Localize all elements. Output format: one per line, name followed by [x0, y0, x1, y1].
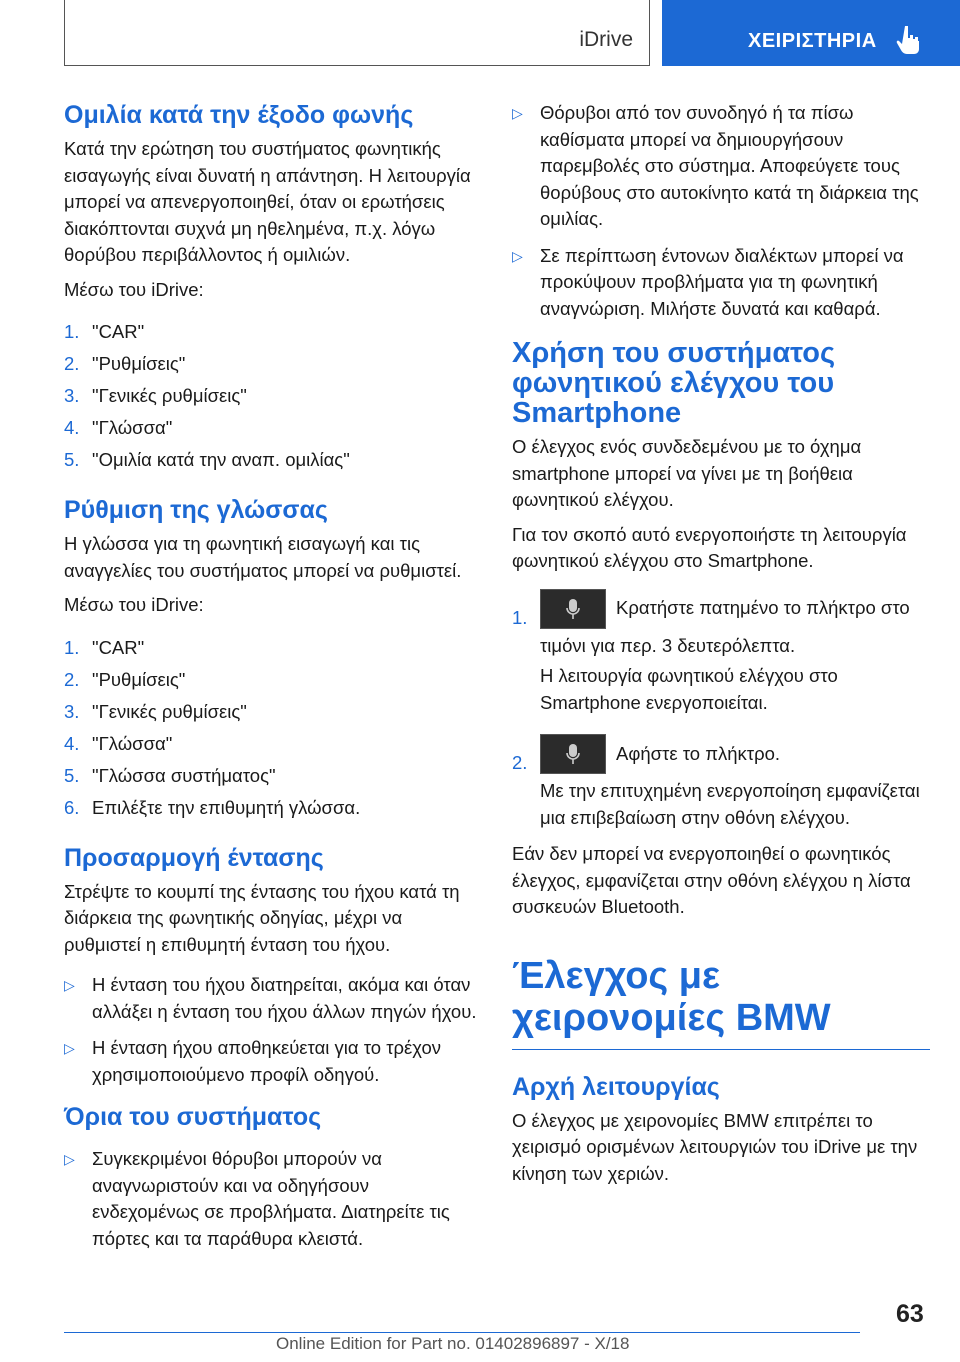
step-number: 1. — [64, 636, 80, 658]
section-heading: Προσαρμογή έντασης — [64, 843, 324, 872]
bullet-text: Θόρυβοι από τον συνοδηγό ή τα πίσω καθίσματα μπορεί να δημιουργήσουν παρεμβολές στο σύστημα. Αποφεύγετε τους θορύβους στο αυτοκίνητο κατά τη διάρκεια της ομιλίας. — [540, 102, 919, 229]
step-number: 6. — [64, 796, 80, 818]
header-section-title: iDrive — [579, 28, 633, 51]
bullet-text: Η ένταση ήχου αποθηκεύεται για το τρέχον χρησιμοποιούμενο προφίλ οδηγού. — [92, 1037, 442, 1085]
pointing-hand-icon — [896, 24, 922, 54]
paragraph: Εάν δεν μπορεί να ενεργοποιηθεί ο φωνητικός έλεγχος, εμφανίζεται στην οθόνη ελέγχου η λίστα συσκευών Bluetooth. — [512, 843, 911, 917]
section-heading: Χρήση του συστήματος φωνητικού ελέγχου του Smartphone — [512, 337, 836, 429]
microphone-icon — [566, 598, 580, 620]
bullet-item — [64, 1035, 478, 1088]
step-number: 3. — [64, 385, 80, 406]
section-speak-during-output — [64, 100, 478, 473]
step-text: Κρατήστε πατημένο το πλήκτρο στο — [616, 597, 910, 619]
footer-rule — [64, 1332, 860, 1333]
paragraph: Ο έλεγχος ενός συνδεδεμένου με το όχημα smartphone μπορεί να γίνει με τη βοήθεια φωνητικού ελέγχου. — [512, 436, 862, 510]
step-text: "Ομιλία κατά την αναπ. ομιλίας" — [92, 449, 350, 470]
header-section-box — [64, 0, 650, 66]
paragraph: Η γλώσσα για τη φωνητική εισαγωγή και τις αναγγελίες του συστήματος μπορεί να ρυθμιστεί. — [64, 533, 462, 581]
step-number: 5. — [64, 449, 80, 470]
triangle-bullet-icon: ▷ — [512, 105, 523, 121]
step-item — [512, 589, 930, 721]
bullet-list — [512, 100, 930, 322]
paragraph: Στρέψτε το κουμπί της έντασης του ήχου κατά τη διάρκεια της φωνητικής οδηγίας, μέχρι να ρυθμιστεί η επιθυμητή ένταση του ήχου. — [64, 880, 460, 955]
step-text: "Γενικές ρυθμίσεις" — [92, 700, 247, 722]
bullet-item — [512, 243, 930, 323]
step-number: 4. — [64, 732, 80, 754]
chapter-tab-label: ΧΕΙΡΙΣΤΗΡΙΑ — [748, 30, 877, 52]
step-item — [64, 351, 478, 377]
step-number: 1. — [64, 321, 80, 342]
paragraph-via-idrive: Μέσω του iDrive: — [64, 278, 204, 300]
step-text: "Γενικές ρυθμίσεις" — [92, 385, 247, 406]
paragraph: Ο έλεγχος με χειρονομίες BMW επιτρέπει το χειρισμό ορισμένων λειτουργιών του iDrive με την κίνηση των χεριών. — [512, 1109, 918, 1184]
right-column — [512, 100, 930, 1195]
step-item — [64, 699, 478, 725]
voice-button-image — [540, 734, 606, 774]
section-smartphone-voice — [512, 338, 930, 921]
triangle-bullet-icon: ▷ — [64, 1040, 75, 1056]
steps-list — [64, 635, 478, 821]
section-heading: Όρια του συστήματος — [64, 1103, 322, 1131]
step-item — [64, 415, 478, 441]
section-system-limits — [64, 1102, 478, 1252]
step-item — [64, 319, 478, 345]
step-number: 2. — [64, 353, 80, 374]
section-operating-principle — [512, 1072, 930, 1188]
voice-button-image — [540, 589, 606, 629]
step-text: Αφήστε το πλήκτρο. — [616, 742, 781, 764]
step-number: 1. — [512, 606, 528, 628]
step-text: Επιλέξτε την επιθυμητή γλώσσα. — [92, 796, 361, 818]
step-note: Η λειτουργία φωνητικού ελέγχου στο Smartphone ενεργοποιείται. — [540, 665, 838, 713]
left-column — [64, 100, 478, 1266]
page-number: 63 — [896, 1300, 924, 1328]
bullet-text: Συγκεκριμένοι θόρυβοι μπορούν να αναγνωριστούν και να οδηγήσουν ενδεχομένως σε προβλήματα. Διατηρείτε τις πόρτες και τα παράθυρα κλειστά. — [92, 1148, 450, 1249]
bullet-text: Η ένταση του ήχου διατηρείται, ακόμα και όταν αλλάξει η ένταση του ήχου άλλων πηγών ήχου. — [92, 974, 477, 1022]
step-item — [64, 763, 478, 789]
section-heading: Αρχή λειτουργίας — [512, 1072, 720, 1101]
step-item — [512, 734, 930, 835]
step-text-continued: τιμόνι για περ. 3 δευτερόλεπτα. — [540, 634, 796, 656]
chapter-heading: Έλεγχος με χειρονομίες BMW — [512, 954, 831, 1039]
section-gesture-control — [512, 955, 930, 1050]
heading-rule — [512, 1049, 930, 1050]
step-text: "Γλώσσα" — [92, 417, 173, 438]
paragraph: Κατά την ερώτηση του συστήματος φωνητικής εισαγωγής είναι δυνατή η απάντηση. Η λειτουργία μπορεί να απενεργοποιηθεί, όταν οι ερωτήσεις διακόπτονται συχνά μη ηθελημένα, π.χ. λόγω θορύβου περιβάλλοντος ή ομιλιών. — [64, 138, 471, 265]
microphone-icon — [566, 743, 580, 765]
header-chapter-tab[interactable] — [662, 0, 960, 66]
section-language-setting — [64, 495, 478, 821]
triangle-bullet-icon: ▷ — [64, 1151, 75, 1167]
step-number: 3. — [64, 700, 80, 722]
triangle-bullet-icon: ▷ — [64, 977, 75, 993]
step-item — [64, 383, 478, 409]
step-text: "CAR" — [92, 321, 145, 342]
paragraph-via-idrive: Μέσω του iDrive: — [64, 594, 204, 615]
step-text: "CAR" — [92, 636, 145, 658]
step-item — [64, 667, 478, 693]
bullet-item — [64, 1146, 478, 1252]
bullet-text: Σε περίπτωση έντονων διαλέκτων μπορεί να προκύψουν προβλήματα για τη φωνητική αναγνώριση. Μιλήστε δυνατά και καθαρά. — [540, 244, 904, 319]
bullet-item — [64, 972, 478, 1025]
step-number: 5. — [64, 764, 80, 786]
bullet-item — [512, 100, 930, 233]
step-text: "Γλώσσα" — [92, 732, 173, 754]
step-item — [64, 731, 478, 757]
bullet-list — [64, 972, 478, 1088]
step-item — [64, 635, 478, 661]
step-note: Με την επιτυχημένη ενεργοποίηση εμφανίζεται μια επιβεβαίωση στην οθόνη ελέγχου. — [540, 780, 920, 828]
step-text: "Ρυθμίσεις" — [92, 668, 186, 690]
section-volume-adjust — [64, 843, 478, 1089]
step-number: 2. — [512, 752, 528, 773]
bullet-list — [64, 1146, 478, 1252]
section-heading: Ρύθμιση της γλώσσας — [64, 496, 328, 524]
step-item — [64, 447, 478, 473]
step-number: 4. — [64, 417, 80, 438]
step-number: 2. — [64, 668, 80, 690]
step-text: "Γλώσσα συστήματος" — [92, 764, 276, 786]
steps-list — [64, 319, 478, 473]
triangle-bullet-icon: ▷ — [512, 247, 523, 264]
footer-edition: Online Edition for Part no. 01402896897 - X/18 — [276, 1334, 630, 1353]
paragraph: Για τον σκοπό αυτό ενεργοποιήστε τη λειτουργία φωνητικού ελέγχου στο Smartphone. — [512, 523, 907, 571]
section-heading: Ομιλία κατά την έξοδο φωνής — [64, 101, 414, 129]
step-item — [64, 795, 478, 821]
step-text: "Ρυθμίσεις" — [92, 353, 186, 374]
